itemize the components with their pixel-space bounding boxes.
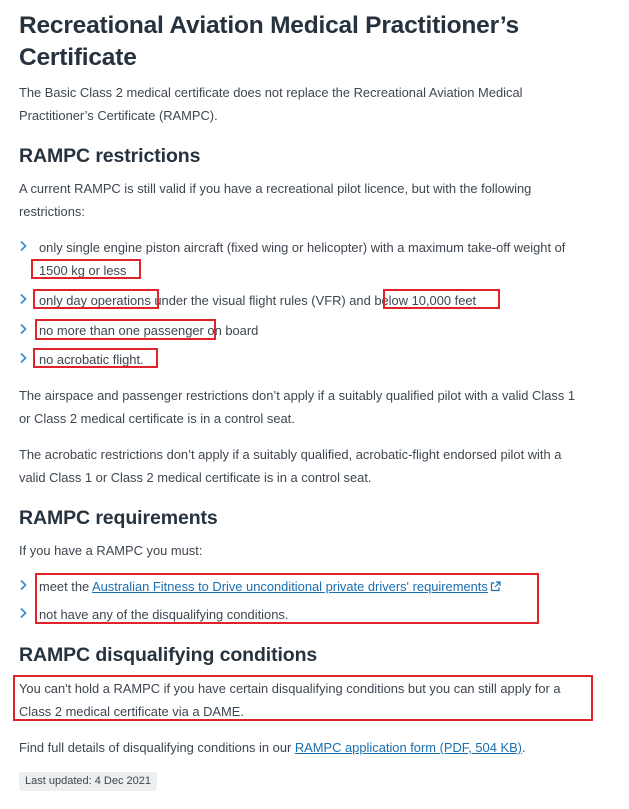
requirements-lead: If you have a RAMPC you must: [19,543,203,558]
chevron-right-icon [19,579,32,593]
airspace-note-line-1: The airspace and passenger restrictions don’t apply if a suitably qualified pilot with a valid Class 1 [19,388,576,403]
last-updated-badge: Last updated: 4 Dec 2021 [19,772,157,791]
restriction-item-2-part-2: under the visual flight rules (VFR) and [150,293,375,308]
chevron-right-icon [19,323,32,337]
highlight-box [33,289,159,309]
requirement-item-1-prefix: meet the [39,579,93,594]
disqualifying-details [19,736,526,759]
requirement-item-2: not have any of the disqualifying conditions. [39,607,289,622]
restrictions-lead-line-1: A current RAMPC is still valid if you have a recreational pilot licence, but with the following [19,181,532,196]
fitness-to-drive-link[interactable]: Australian Fitness to Drive unconditional private drivers' requirements [92,579,488,594]
restrictions-lead-line-2: restrictions: [19,204,85,219]
restrictions-heading: RAMPC restrictions [19,145,201,167]
chevron-right-icon [19,240,32,254]
chevron-right-icon [19,293,32,307]
restriction-item-1-line-2: 1500 kg or less [39,263,127,278]
page-title-line-2: Certificate [19,44,137,71]
restriction-item-2-part-1: only day operations [39,293,151,308]
details-prefix: Find full details of disqualifying conditions in our [19,740,295,755]
chevron-right-icon [19,607,32,621]
highlight-box [35,573,539,624]
airspace-note-line-2: or Class 2 medical certificate is in a control seat. [19,411,295,426]
restriction-item-4: no acrobatic flight. [39,352,144,367]
highlight-box [35,319,216,340]
intro-line-1: The Basic Class 2 medical certificate does not replace the Recreational Aviation Medical [19,85,523,100]
rampc-application-form-link[interactable]: RAMPC application form (PDF, 504 KB) [294,740,522,755]
details-suffix: . [521,740,526,755]
disqualifying-para-line-1: You can't hold a RAMPC if you have certain disqualifying conditions but you can still apply for a [19,681,561,696]
restriction-item-2-part-3: below 10,000 feet [374,293,477,308]
acrobatic-note-line-1: The acrobatic restrictions don’t apply if a suitably qualified, acrobatic-flight endorsed pilot with a [19,447,562,462]
intro-line-2: Practitioner’s Certificate (RAMPC). [19,108,218,123]
highlight-box [13,675,593,721]
restriction-item-3-part-2: on board [203,323,259,338]
acrobatic-note-line-2: valid Class 1 or Class 2 medical certificate is in a control seat. [19,470,372,485]
chevron-right-icon [19,352,32,366]
restriction-item-3-part-1: no more than one passenger [39,323,204,338]
page-title-line-1: Recreational Aviation Medical Practitioner’s [19,12,519,39]
restriction-item-1-line-1: only single engine piston aircraft (fixed wing or helicopter) with a maximum take-off weight of [39,240,566,255]
highlight-box [383,289,500,309]
highlight-box [33,348,158,368]
disqualifying-para-line-2: Class 2 medical certificate via a DAME. [19,704,244,719]
disqualifying-heading: RAMPC disqualifying conditions [19,644,318,666]
requirements-heading: RAMPC requirements [19,507,218,529]
highlight-box [31,259,141,279]
